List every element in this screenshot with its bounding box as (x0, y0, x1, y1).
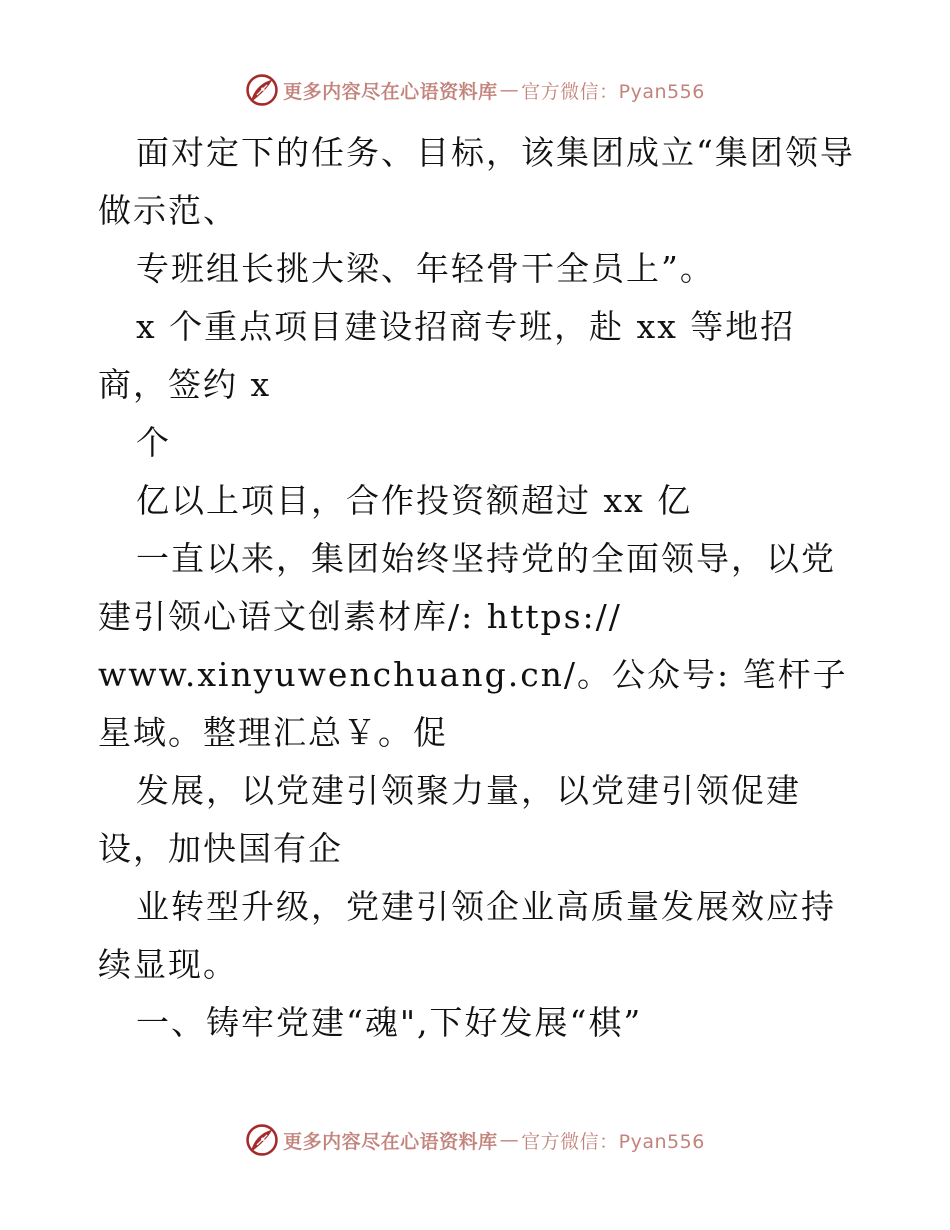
paragraph: 一直以来，集团始终坚持党的全面领导，以党建引领心语文创素材库/: https:// (98, 539, 836, 636)
watermark-lead-text: 更多内容尽在心语资料库 (283, 1130, 498, 1153)
watermark-wechat-text: 官方微信：Pyan556 (521, 80, 705, 103)
paragraph: 发展，以党建引领聚力量，以党建引领促建设，加快国有企 (98, 771, 801, 868)
paragraph: x 个重点项目建设招商专班，赴 xx 等地招商，签约 x (98, 307, 796, 404)
paragraph: 面对定下的任务、目标，该集团成立“集团领导做示范、 (98, 133, 855, 230)
footer-watermark (0, 1120, 950, 1160)
paragraph: 个 (136, 423, 171, 462)
paragraph: 业转型升级，党建引领企业高质量发展效应持续显现。 (98, 887, 836, 984)
watermark-dash: — (499, 79, 520, 101)
section-heading: 一、铸牢党建“魂",下好发展“棋” (136, 1003, 643, 1042)
paragraph: www.xinyuwenchuang.cn/。公众号: 笔杆子星域。整理汇总￥。促 (98, 655, 848, 752)
watermark-lead-text: 更多内容尽在心语资料库 (283, 80, 498, 103)
paragraph: 亿以上项目，合作投资额超过 xx 亿 (136, 481, 693, 520)
paragraph: 专班组长挑大梁、年轻骨干全员上”。 (136, 249, 715, 288)
pen-nib-logo-icon (245, 73, 279, 107)
watermark-wechat-text: 官方微信：Pyan556 (521, 1130, 705, 1153)
document-body (98, 124, 858, 1052)
pen-nib-logo-icon (245, 1123, 279, 1157)
watermark-dash: — (499, 1129, 520, 1151)
header-watermark (0, 70, 950, 110)
